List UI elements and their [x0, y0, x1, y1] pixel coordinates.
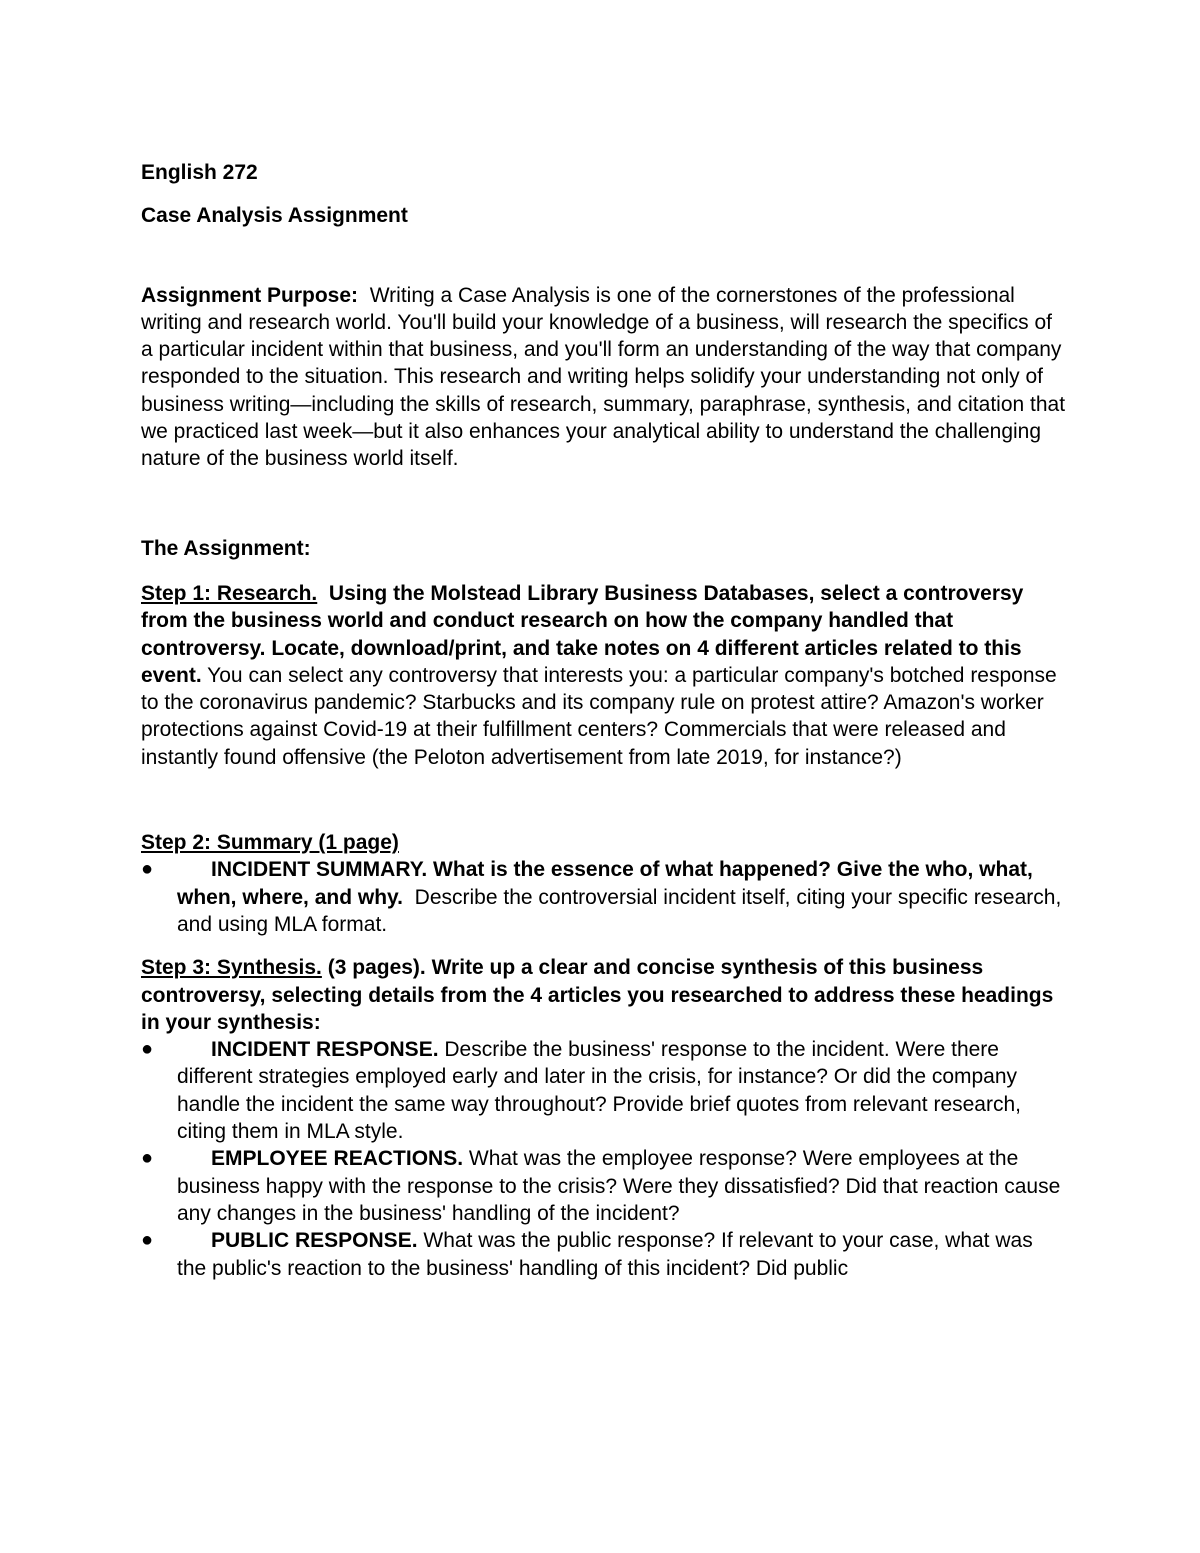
assignment-heading: The Assignment:	[141, 536, 311, 560]
purpose-text: Writing a Case Analysis is one of the cornerstones of the professional writing and research world. You'll build your knowledge of a business, will research the specifics of a particular incident within that business, and you'll form an understanding of the way that company responded to the situation. This research and writing helps solidify your understanding not only of business writing—including the skills of research, summary, paraphrase, synthesis, and citation that we practiced last week—but it also enhances your analytical ability to understand the challenging nature of the business world itself.	[141, 283, 1066, 471]
step2-heading: Step 2: Summary (1 page)	[141, 831, 399, 855]
bullet-icon: ●	[141, 858, 154, 881]
step2-bullet-list	[141, 856, 1066, 938]
purpose-paragraph	[141, 282, 1066, 473]
step3-bullet-list	[141, 1036, 1066, 1282]
bullet-text: What was the public response? If relevant to your case, what was the public's reaction to the business' handling of this incident? Did public	[177, 1229, 1033, 1280]
document-page	[141, 155, 1066, 1282]
assignment-title: Case Analysis Assignment	[141, 204, 408, 228]
step3-paragraph	[141, 954, 1066, 1036]
step3-label: Step 3: Synthesis.	[141, 956, 322, 980]
bullet-text: Describe the business' response to the incident. Were there different strategies employed early and later in the crisis, for instance? Or did the company handle the incident the same way throughout? Provide brief quotes from relevant research, citing them in MLA style.	[177, 1038, 1021, 1144]
bullet-text: What was the employee response? Were employees at the business happy with the response to the crisis? Were they dissatisfied? Did that reaction cause any changes in the business' handling of the incident?	[177, 1147, 1061, 1225]
list-item	[141, 1036, 1066, 1145]
bullet-bold: INCIDENT SUMMARY. What is the essence of what happened? Give the who, what, when, where, and why.	[177, 858, 1033, 909]
step1-paragraph	[141, 580, 1066, 771]
bullet-icon: ●	[141, 1147, 154, 1170]
step3-bold-text: (3 pages). Write up a clear and concise synthesis of this business controversy, selecting details from the 4 articles you researched to address these headings in your synthesis:	[141, 956, 1054, 1034]
step1-text: You can select any controversy that interests you: a particular company's botched response to the coronavirus pandemic? Starbucks and its company rule on protest attire? Amazon's worker protections against Covid-19 at their fulfillment centers? Commercials that were released and instantly found offensive (the Peloton advertisement from late 2019, for instance?)	[141, 663, 1057, 769]
purpose-label: Assignment Purpose:	[141, 283, 359, 307]
course-title: English 272	[141, 161, 258, 184]
step1-label: Step 1: Research.	[141, 581, 318, 605]
step1-bold-text: Using the Molstead Library Business Databases, select a controversy from the business world and conduct research on how the company handled that controversy. Locate, download/print, and take notes on 4 different articles related to this event.	[141, 581, 1024, 687]
bullet-bold: PUBLIC RESPONSE.	[211, 1229, 418, 1253]
bullet-text: Describe the controversial incident itself, citing your specific research, and using MLA format.	[177, 885, 1062, 936]
bullet-bold: INCIDENT RESPONSE.	[211, 1038, 439, 1062]
bullet-icon: ●	[141, 1229, 154, 1252]
bullet-bold: EMPLOYEE REACTIONS.	[211, 1147, 464, 1171]
list-item	[141, 1227, 1066, 1282]
list-item	[141, 1145, 1066, 1227]
list-item	[141, 856, 1066, 938]
bullet-icon: ●	[141, 1038, 154, 1061]
